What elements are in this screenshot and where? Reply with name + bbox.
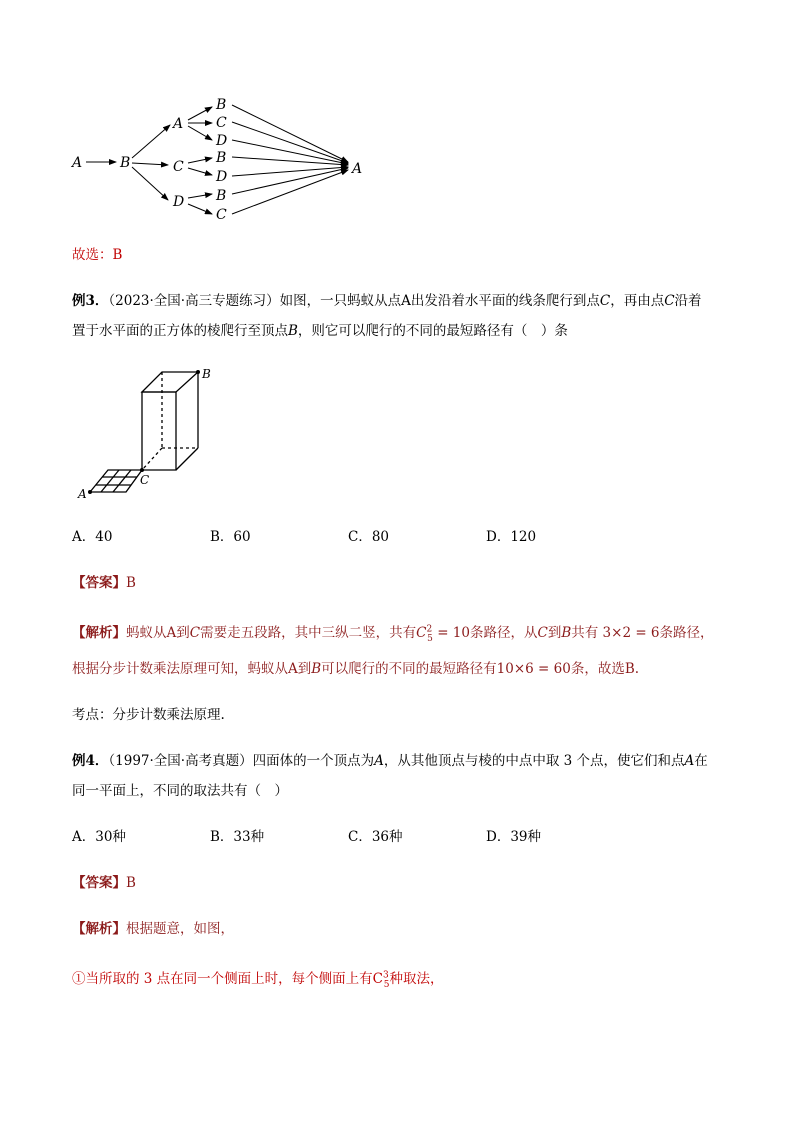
ex4-stem-line1: 例4．（1997·全国·高考真题）四面体的一个顶点为A，从其他顶点与棱的中点中取 3 个点，使它们和点A在 [72, 753, 708, 769]
ex4-analysis: 【解析】根据题意，如图， [72, 921, 234, 937]
node-a-b: B [216, 97, 227, 113]
edge-a-b [188, 107, 212, 120]
ex3-option-a: A．40 [72, 529, 113, 545]
node-b: B [120, 155, 131, 171]
cube-label-a: A [78, 487, 87, 501]
ex4-source: （1997·全国·高考真题） [108, 753, 253, 769]
edge-b-d [132, 167, 168, 200]
node-d-b: B [216, 188, 227, 204]
ex3-stem-line2: 置于水平面的正方体的棱爬行至顶点B，则它可以爬行的不同的最短路径有（ ）条 [72, 323, 568, 339]
ex3-analysis-line2: 根据分步计数乘法原理可知，蚂蚁从A到B可以爬行的不同的最短路径有10×6 = 60条，故选B. [72, 661, 640, 677]
tree-diagram [60, 90, 380, 230]
ex4-option-c: C．36种 [348, 829, 403, 845]
edge-b-a [132, 125, 170, 158]
ex4-option-d: D．39种 [486, 829, 542, 845]
node-d: D [173, 194, 185, 210]
ex4-option-b: B．33种 [210, 829, 265, 845]
ex3-answer: 【答案】B [72, 575, 136, 591]
edge-d-c [188, 204, 212, 214]
ex3-analysis-line1: 【解析】蚂蚁从A到C需要走五段路，其中三纵二竖，共有$C^2_5 = 10$条路径，从C到B共有 3×2 = 6条路径， [72, 624, 714, 644]
node-a: A [173, 116, 184, 132]
edge-a-d [188, 126, 212, 140]
node-d-c: C [216, 207, 227, 223]
ex3-stem-line1: 例3．（2023·全国·高三专题练习）如图，一只蚂蚁从点A出发沿着水平面的线条爬行到点C，再由点C沿着 [72, 293, 702, 309]
node-a-d: D [216, 133, 228, 149]
edge-c-d [188, 168, 212, 175]
edge-b-c [132, 163, 168, 165]
ex3-source: （2023·全国·高三专题练习） [108, 293, 280, 309]
node-end: A [352, 161, 363, 177]
edge-dc-end [232, 170, 348, 214]
ex4-answer: 【答案】B [72, 875, 136, 891]
cube-figure [70, 362, 230, 502]
edge-ac-end [232, 122, 348, 163]
ex4-stem-line2: 同一平面上，不同的取法共有（ ） [72, 783, 288, 799]
node-c-d: D [216, 169, 228, 185]
node-c: C [173, 159, 184, 175]
node-a-c: C [216, 115, 227, 131]
edge-ad-end [232, 140, 348, 164]
ex3-label: 例3 [72, 293, 95, 309]
cube-label-c: C [140, 473, 150, 487]
ex3-option-d: D．120 [486, 529, 537, 545]
node-c-b: B [216, 150, 227, 166]
ex4-option-a: A．30种 [72, 829, 126, 845]
prev-answer: 故选：B [72, 247, 123, 263]
cube-label-b: B [202, 367, 211, 381]
node-root: A [72, 155, 83, 171]
edge-d-b [188, 194, 212, 198]
ex3-option-c: C．80 [348, 529, 390, 545]
ex3-kaodian: 考点：分步计数乘法原理. [72, 707, 225, 723]
ex4-label: 例4 [72, 753, 95, 769]
edge-c-b [188, 158, 212, 163]
edge-ab-end [232, 105, 348, 162]
ex4-case1: ①当所取的 3 点在同一个侧面上时，每个侧面上有$C^3_5$种取法， [72, 970, 444, 990]
ex3-option-b: B．60 [210, 529, 251, 545]
edge-cb-end [232, 157, 348, 165]
